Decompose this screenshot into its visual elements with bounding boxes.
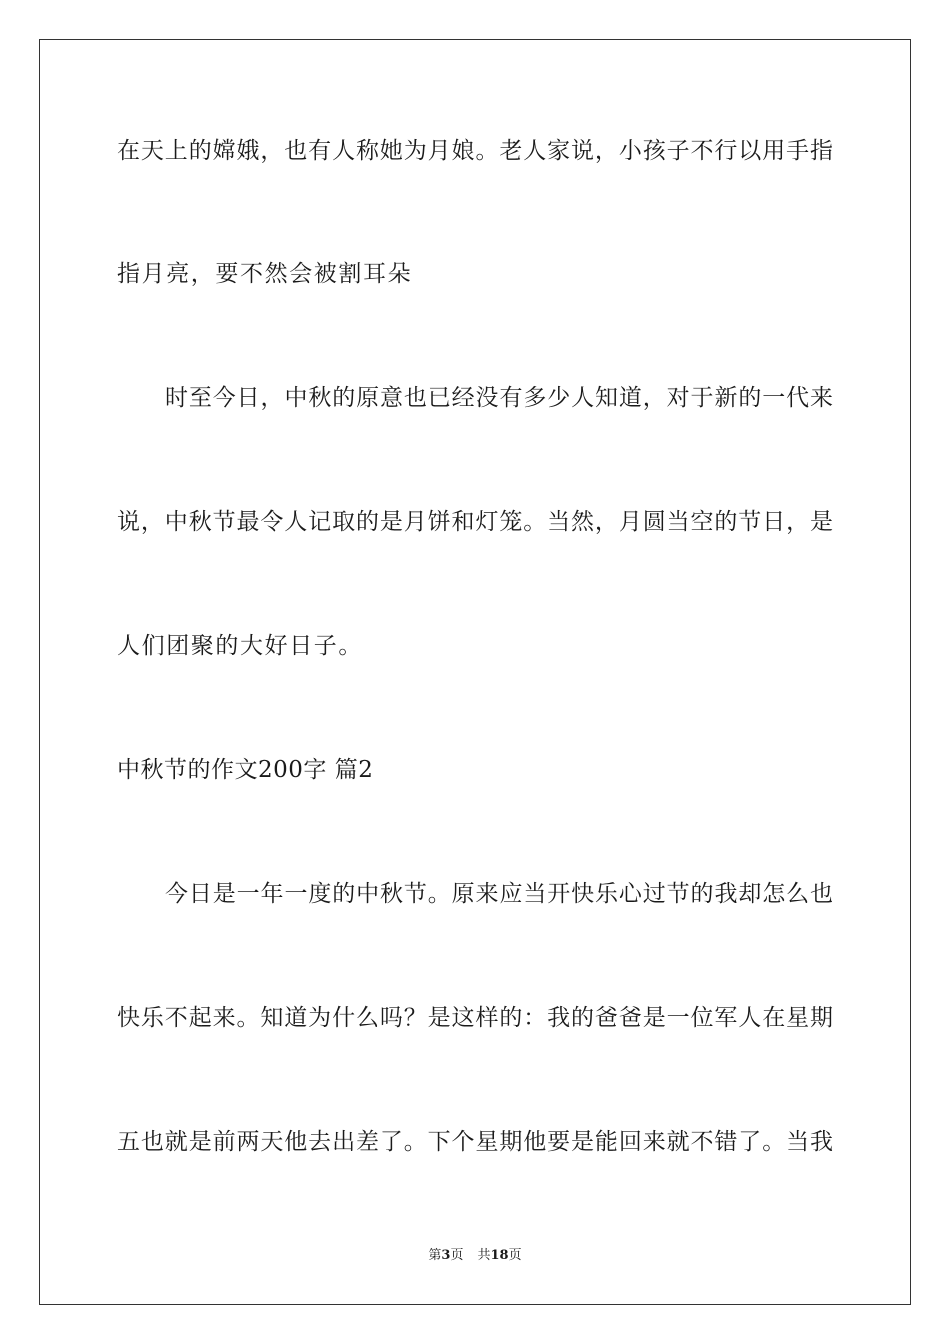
paragraph-first-line: 时至今日，中秋的原意也已经没有多少人知道，对于新的一代来	[165, 385, 833, 411]
page-label-suffix: 页	[450, 1248, 464, 1263]
total-label-suffix: 页	[508, 1248, 522, 1263]
body-line: 在天上的嫦娥，也有人称她为月娘。老人家说，小孩子不行以用手指	[117, 138, 833, 164]
page-border	[39, 39, 911, 1305]
page-label-prefix: 第	[428, 1248, 442, 1263]
paragraph-first-line: 今日是一年一度的中秋节。原来应当开快乐心过节的我却怎么也	[165, 881, 833, 907]
total-pages: 18	[490, 1248, 509, 1263]
body-line: 说，中秋节最令人记取的是月饼和灯笼。当然，月圆当空的节日，是	[117, 509, 833, 535]
page-number: 3	[441, 1248, 451, 1263]
body-line: 五也就是前两天他去出差了。下个星期他要是能回来就不错了。当我	[117, 1129, 833, 1155]
body-line: 指月亮，要不然会被割耳朵	[117, 261, 413, 287]
page-footer	[0, 1247, 950, 1265]
section-heading: 中秋节的作文200字 篇2	[117, 757, 374, 783]
body-line: 快乐不起来。知道为什么吗？是这样的：我的爸爸是一位军人在星期	[117, 1005, 833, 1031]
total-label-prefix: 共	[477, 1248, 491, 1263]
body-line: 人们团聚的大好日子。	[117, 633, 363, 659]
